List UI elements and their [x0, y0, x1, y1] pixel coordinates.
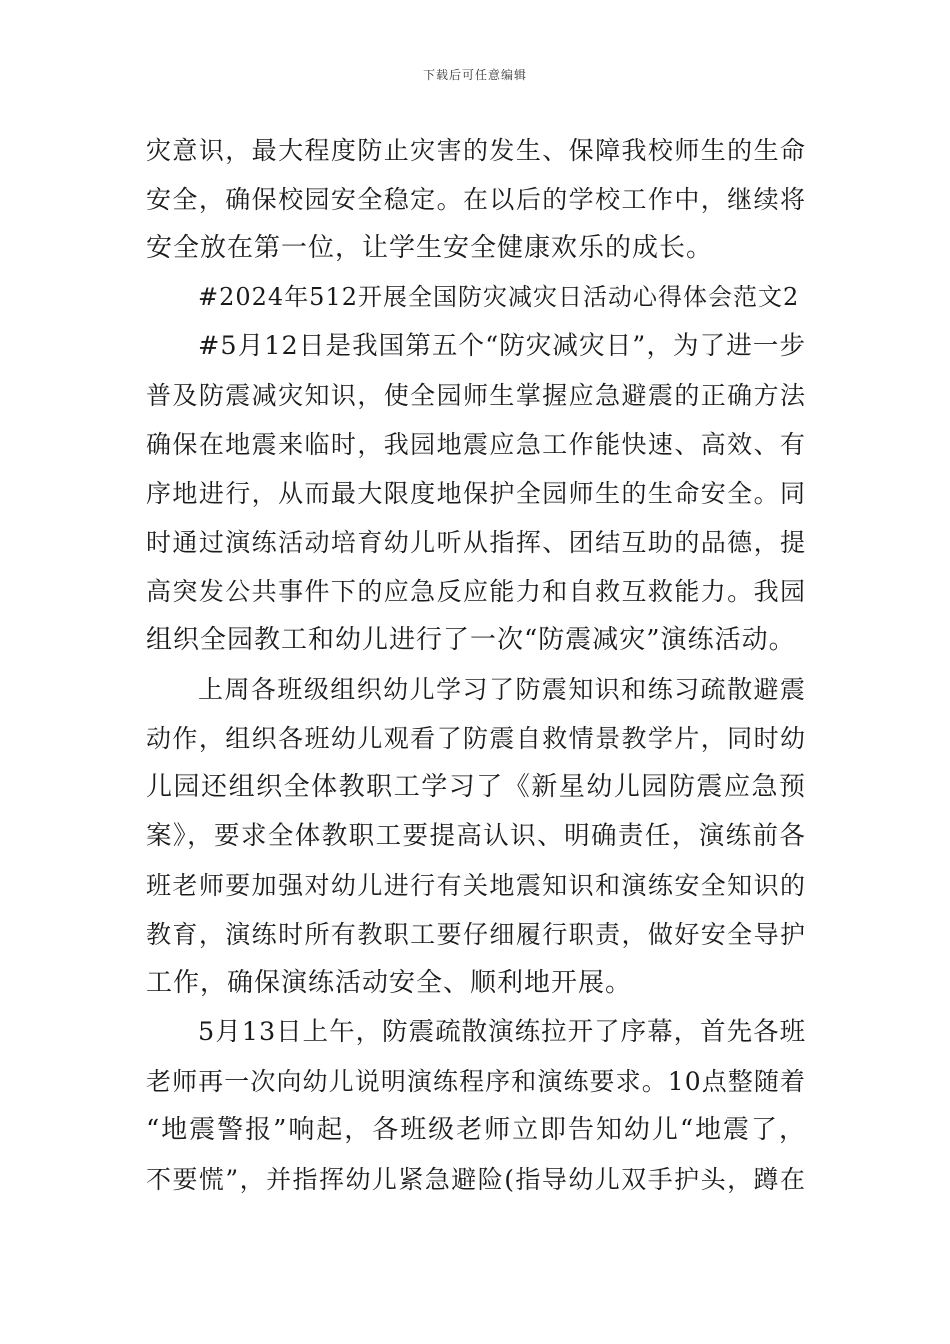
text-line: 安全，确保校园安全稳定。在以后的学校工作中，继续将	[146, 185, 806, 214]
text-line: 儿园还组织全体教职工学习了《新星幼儿园防震应急预	[146, 772, 806, 802]
text-line: 上周各班级组织幼儿学习了防震知识和练习疏散避震	[198, 675, 806, 704]
text-line: 教育，演练时所有教职工要仔细履行职责，做好安全导护	[146, 920, 806, 949]
section-heading: #2024年512开展全国防灾减灾日活动心得体会范文2	[198, 283, 800, 311]
text-line: 5月13日上午，防震疏散演练拉开了序幕，首先各班	[198, 1017, 807, 1047]
text-line: #5月12日是我国第五个“防灾减灾日”，为了进一步	[198, 331, 806, 361]
text-line: 灾意识，最大程度防止灾害的发生、保障我校师生的生命	[146, 136, 806, 165]
text-line: 高突发公共事件下的应急反应能力和自救互救能力。我园	[146, 577, 806, 606]
text-line: 案》，要求全体教职工要提高认识、明确责任，演练前各	[146, 821, 806, 851]
text-line: 组织全园教工和幼儿进行了一次“防震减灾”演练活动。	[146, 625, 796, 655]
text-line: 普及防震减灾知识，使全园师生掌握应急避震的正确方法	[146, 381, 806, 410]
text-line: 安全放在第一位，让学生安全健康欢乐的成长。	[146, 233, 714, 263]
text-line: 班老师要加强对幼儿进行有关地震知识和演练安全知识的	[146, 871, 806, 900]
text-line: 时通过演练活动培育幼儿听从指挥、团结互助的品德，提	[146, 528, 806, 557]
text-line: 工作，确保演练活动安全、顺利地开展。	[146, 968, 633, 998]
document-body	[146, 126, 806, 1204]
page-header: 下载后可任意编辑	[422, 68, 527, 82]
text-line: 动作，组织各班幼儿观看了防震自救情景教学片，同时幼	[146, 724, 806, 753]
text-line: 老师再一次向幼儿说明演练程序和演练要求。10点整随着	[146, 1067, 806, 1096]
text-line: 不要慌”，并指挥幼儿紧急避险(指导幼儿双手护头，蹲在	[146, 1165, 806, 1194]
text-line: 序地进行，从而最大限度地保护全园师生的生命安全。同	[146, 479, 806, 508]
text-line: 确保在地震来临时，我园地震应急工作能快速、高效、有	[146, 430, 806, 459]
text-line: “地震警报”响起，各班级老师立即告知幼儿“地震了，	[146, 1115, 806, 1145]
